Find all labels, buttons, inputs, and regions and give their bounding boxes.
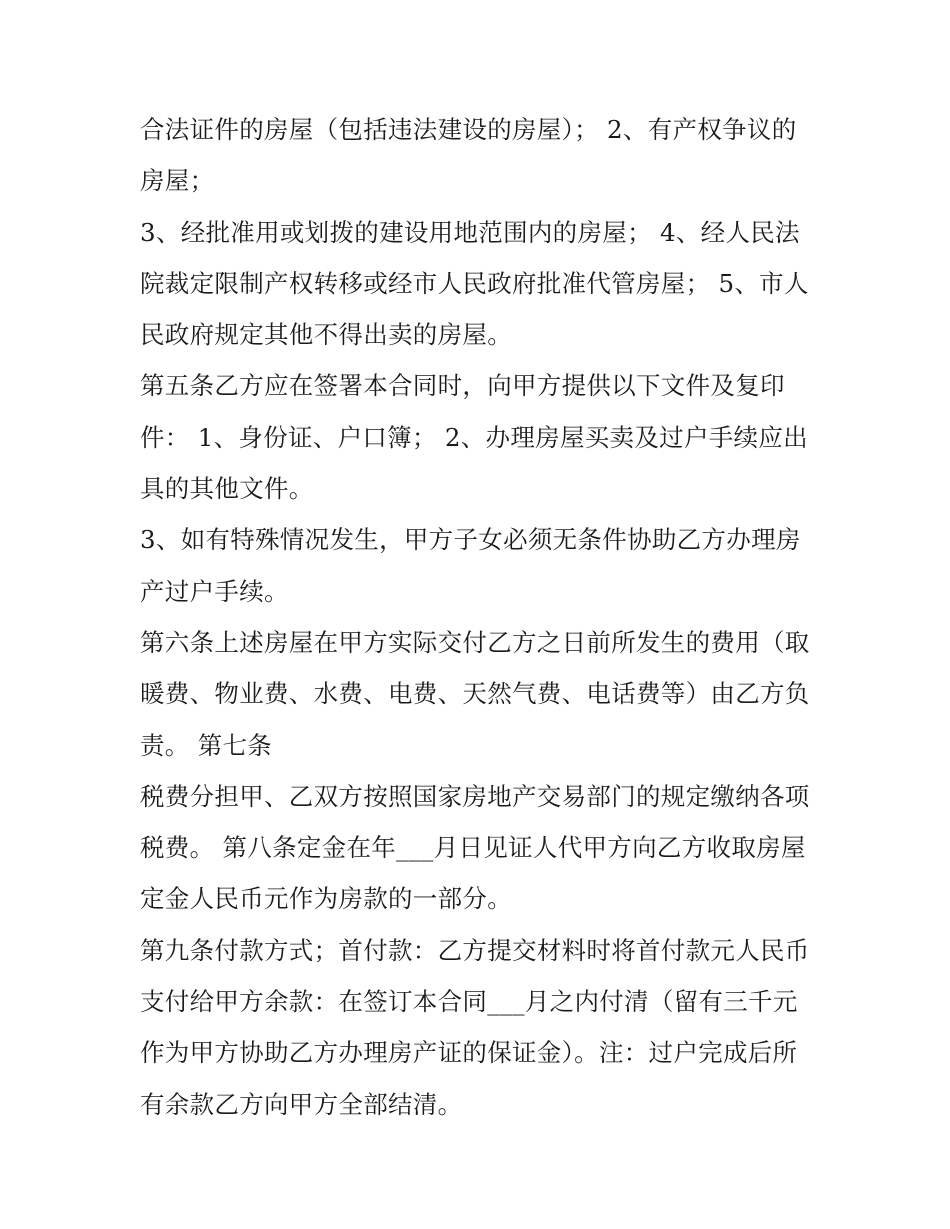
text-line: 3、如有特殊情况发生，甲方子女必须无条件协助乙方办理房 bbox=[140, 525, 801, 555]
text-line: 民政府规定其他不得出卖的房屋。 bbox=[140, 320, 512, 350]
text-line: 暖费、物业费、水费、电费、天然气费、电话费等）由乙方负 bbox=[140, 679, 810, 709]
text-line: 责。 第七条 bbox=[140, 730, 273, 760]
text-line: 3、经批准用或划拨的建设用地范围内的房屋； 4、经人民法 bbox=[140, 217, 800, 247]
text-line: 支付给甲方余款：在签订本合同___月之内付清（留有三千元 bbox=[140, 987, 798, 1017]
text-line: 税费。 第八条定金在年___月日见证人代甲方向乙方收取房屋 bbox=[140, 833, 806, 863]
text-line: 件： 1、身份证、户口簿； 2、办理房屋买卖及过户手续应出 bbox=[140, 422, 808, 452]
text-line: 税费分担甲、乙双方按照国家房地产交易部门的规定缴纳各项 bbox=[140, 781, 810, 811]
text-line: 产过户手续。 bbox=[140, 576, 289, 606]
text-line: 第九条付款方式；首付款：乙方提交材料时将首付款元人民币 bbox=[140, 935, 810, 965]
text-line: 定金人民币元作为房款的一部分。 bbox=[140, 884, 512, 914]
text-line: 院裁定限制产权转移或经市人民政府批准代管房屋； 5、市人 bbox=[140, 268, 809, 298]
text-line: 第五条乙方应在签署本合同时，向甲方提供以下文件及复印 bbox=[140, 371, 785, 401]
text-line: 有余款乙方向甲方全部结清。 bbox=[140, 1089, 463, 1119]
text-line: 合法证件的房屋（包括违法建设的房屋）； 2、有产权争议的 bbox=[140, 115, 797, 144]
text-line: 房屋； bbox=[140, 166, 215, 196]
text-line: 第六条上述房屋在甲方实际交付乙方之日前所发生的费用（取 bbox=[140, 627, 810, 657]
contract-body-text bbox=[140, 104, 820, 1130]
text-line: 具的其他文件。 bbox=[140, 474, 314, 504]
text-line: 作为甲方协助乙方办理房产证的保证金）。注：过户完成后所 bbox=[140, 1038, 798, 1068]
